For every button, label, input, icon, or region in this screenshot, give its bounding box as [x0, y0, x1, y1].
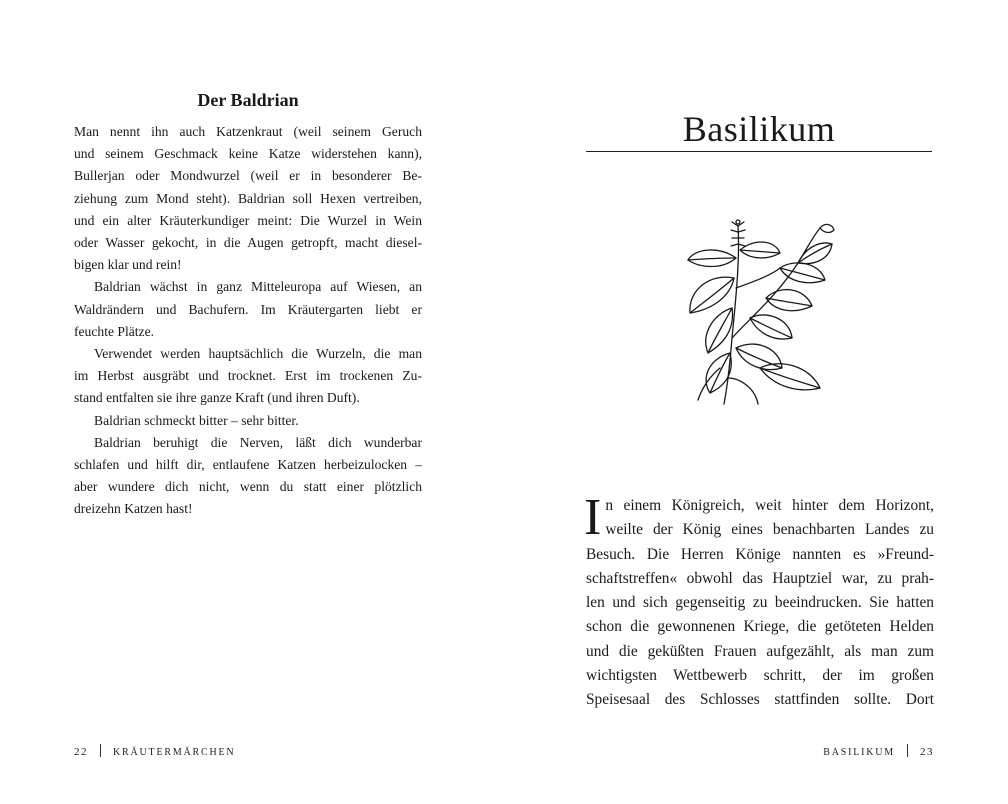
- text-line: Speisesaal des Schlosses stattfinden sollte. Dort: [586, 691, 934, 709]
- text-line: schaftstreffen« obwohl das Hauptziel war, zu prah-: [586, 569, 934, 587]
- chapter-heading: Der Baldrian: [197, 90, 299, 110]
- text-line: ziehung zum Mond steht). Baldrian soll Hexen vertreiben,: [74, 190, 422, 206]
- text-line: Baldrian wächst in ganz Mitteleuropa auf Wiesen, an: [94, 279, 422, 295]
- text-line: und die geküßten Frauen aufgezählt, als man zum: [586, 642, 934, 660]
- footer-divider: [907, 744, 908, 757]
- text-line: schlafen und hilft dir, entlaufene Katzen herbeizulocken –: [74, 457, 422, 473]
- text-line: Baldrian schmeckt bitter – sehr bitter.: [94, 412, 299, 428]
- text-line: Bullerjan oder Mondwurzel (weil er in besonderer Be-: [74, 168, 422, 184]
- text-line: len und sich gegenseitig zu beeindrucken. Sie hatten: [586, 594, 934, 612]
- title-underline: [586, 151, 932, 152]
- basil-plant-illustration: [680, 218, 840, 408]
- page-number: 22: [74, 746, 88, 758]
- page-number: 23: [920, 746, 934, 758]
- right-footer: [823, 744, 934, 758]
- text-line: Man nennt ihn auch Katzenkraut (weil seinem Geruch: [74, 124, 422, 139]
- text-line: weilte der König eines benachbarten Landes zu: [605, 521, 934, 539]
- text-line: stand entfalten sie ihre ganze Kraft (und ihren Duft).: [74, 390, 360, 406]
- text-line: schon die gewonnenen Kriege, die getöteten Helden: [586, 618, 934, 636]
- text-line: dreizehn Katzen hast!: [74, 501, 193, 517]
- chapter-title: Basilikum: [682, 109, 836, 149]
- text-line: Waldrändern und Bachufern. Im Kräutergarten liebt er: [74, 301, 422, 317]
- text-line: Besuch. Die Herren Könige nannten es »Freund-: [586, 545, 934, 563]
- running-head: KRÄUTERMÄRCHEN: [113, 747, 236, 758]
- left-footer: [74, 744, 235, 758]
- text-line: feuchte Plätze.: [74, 323, 155, 339]
- text-line: im Herbst ausgräbt und trocknet. Erst im trockenen Zu-: [74, 368, 422, 384]
- left-body-text: [74, 121, 422, 521]
- text-line: oder Wasser gekocht, in die Augen getropft, macht diesel-: [74, 235, 422, 251]
- story-text: [584, 489, 934, 713]
- text-line: bigen klar und rein!: [74, 257, 182, 273]
- text-line: Verwendet werden hauptsächlich die Wurzeln, die man: [94, 346, 422, 362]
- text-line: wichtigsten Wettbewerb schritt, der im großen: [586, 667, 934, 685]
- drop-cap: I: [584, 489, 602, 546]
- running-head: BASILIKUM: [823, 747, 895, 758]
- text-line: n einem Königreich, weit hinter dem Horizont,: [605, 497, 934, 514]
- text-line: Baldrian beruhigt die Nerven, läßt dich wunderbar: [94, 434, 422, 450]
- text-line: und ein alter Kräuterkundiger meint: Die Wurzel in Wein: [74, 212, 422, 228]
- text-line: und seinem Geschmack keine Katze widerstehen kann),: [74, 146, 422, 162]
- footer-divider: [100, 744, 101, 757]
- text-line: aber wundere dich nicht, wenn du statt einer plötzlich: [74, 479, 422, 495]
